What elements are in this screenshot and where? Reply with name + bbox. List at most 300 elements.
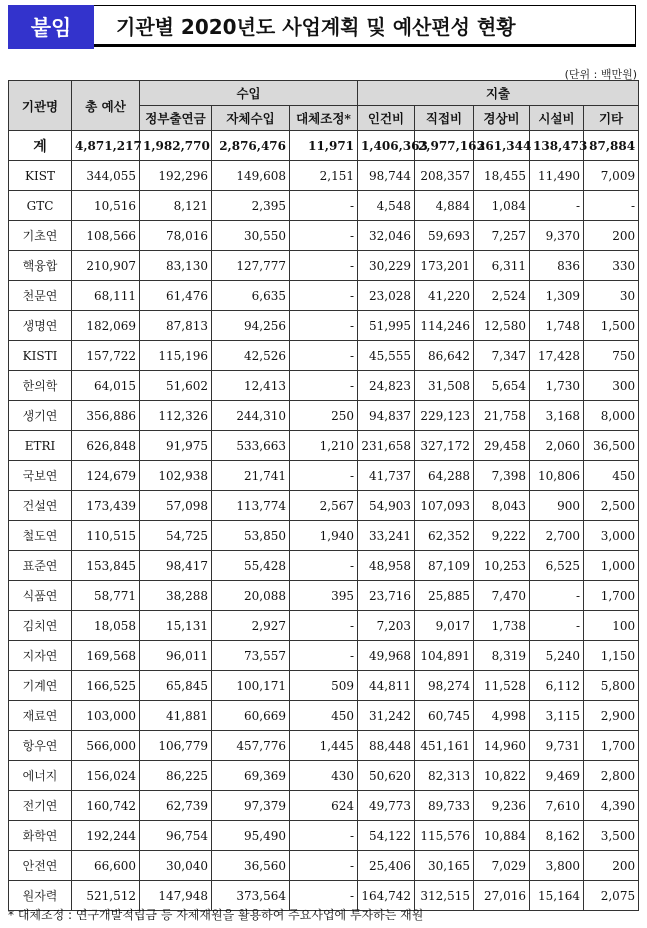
table-cell: 395 <box>290 581 358 611</box>
income-header: 수입 <box>140 81 358 106</box>
table-cell: 2,927 <box>212 611 290 641</box>
table-row <box>9 461 639 491</box>
total-label: 계 <box>9 131 72 161</box>
table-cell: 62,352 <box>415 521 474 551</box>
table-cell: 4,884 <box>415 191 474 221</box>
table-cell: 87,813 <box>140 311 212 341</box>
table-cell: 173,439 <box>72 491 140 521</box>
facility-header: 시설비 <box>530 106 584 131</box>
table-cell: - <box>290 251 358 281</box>
table-cell: 9,731 <box>530 731 584 761</box>
table-cell: 73,557 <box>212 641 290 671</box>
table-cell: 1,730 <box>530 371 584 401</box>
attachment-badge: 붙임 <box>8 5 94 49</box>
org-name: 화학연 <box>9 821 72 851</box>
table-cell: 15,131 <box>140 611 212 641</box>
table-cell: 1,406,363 <box>358 131 415 161</box>
table-cell: 250 <box>290 401 358 431</box>
table-cell: 900 <box>530 491 584 521</box>
table-cell: 86,642 <box>415 341 474 371</box>
table-cell: 42,526 <box>212 341 290 371</box>
table-cell: 23,716 <box>358 581 415 611</box>
table-cell: 30,040 <box>140 851 212 881</box>
table-cell: 624 <box>290 791 358 821</box>
total-budget-header: 총 예산 <box>72 81 140 131</box>
table-cell: 4,871,217 <box>72 131 140 161</box>
table-cell: 509 <box>290 671 358 701</box>
substitute-adjust-header: 대체조정* <box>290 106 358 131</box>
table-cell: 49,968 <box>358 641 415 671</box>
table-cell: 4,548 <box>358 191 415 221</box>
table-cell: 157,722 <box>72 341 140 371</box>
table-cell: 182,069 <box>72 311 140 341</box>
table-cell: 83,130 <box>140 251 212 281</box>
table-cell: 6,311 <box>474 251 530 281</box>
table-cell: 6,525 <box>530 551 584 581</box>
table-cell: 9,370 <box>530 221 584 251</box>
table-cell: - <box>530 611 584 641</box>
table-cell: 200 <box>584 851 639 881</box>
table-cell: 114,246 <box>415 311 474 341</box>
table-cell: 41,737 <box>358 461 415 491</box>
table-cell: 20,088 <box>212 581 290 611</box>
table-cell: 9,236 <box>474 791 530 821</box>
table-cell: 102,938 <box>140 461 212 491</box>
table-cell: 836 <box>530 251 584 281</box>
table-cell: 18,455 <box>474 161 530 191</box>
table-cell: 533,663 <box>212 431 290 461</box>
table-cell: 373,564 <box>212 881 290 911</box>
table-cell: 96,754 <box>140 821 212 851</box>
table-cell: - <box>290 641 358 671</box>
table-cell: 112,326 <box>140 401 212 431</box>
org-name: 전기연 <box>9 791 72 821</box>
table-cell: 1,309 <box>530 281 584 311</box>
table-cell: 300 <box>584 371 639 401</box>
table-cell: 61,476 <box>140 281 212 311</box>
table-row <box>9 401 639 431</box>
table-row <box>9 581 639 611</box>
page-title: 기관별 2020년도 사업계획 및 예산편성 현황 <box>94 5 636 47</box>
org-name: KISTI <box>9 341 72 371</box>
table-cell: 312,515 <box>415 881 474 911</box>
unit-label: (단위 : 백만원) <box>564 68 637 81</box>
table-cell: 10,806 <box>530 461 584 491</box>
table-cell: 7,470 <box>474 581 530 611</box>
table-cell: 210,907 <box>72 251 140 281</box>
table-cell: 3,500 <box>584 821 639 851</box>
org-name: KIST <box>9 161 72 191</box>
table-cell: 48,958 <box>358 551 415 581</box>
table-cell: 14,960 <box>474 731 530 761</box>
table-cell: 113,774 <box>212 491 290 521</box>
table-cell: 36,500 <box>584 431 639 461</box>
table-cell: 94,837 <box>358 401 415 431</box>
table-cell: - <box>290 281 358 311</box>
table-cell: 64,015 <box>72 371 140 401</box>
table-cell: 450 <box>584 461 639 491</box>
table-cell: 30,165 <box>415 851 474 881</box>
table-cell: 244,310 <box>212 401 290 431</box>
table-cell: 104,891 <box>415 641 474 671</box>
table-cell: 96,011 <box>140 641 212 671</box>
table-cell: 23,028 <box>358 281 415 311</box>
org-name: 재료연 <box>9 701 72 731</box>
table-cell: 100,171 <box>212 671 290 701</box>
table-cell: - <box>290 611 358 641</box>
table-cell: 231,658 <box>358 431 415 461</box>
table-cell: 7,029 <box>474 851 530 881</box>
table-cell: 51,602 <box>140 371 212 401</box>
table-cell: 8,319 <box>474 641 530 671</box>
table-cell: 11,528 <box>474 671 530 701</box>
table-cell: - <box>290 341 358 371</box>
table-cell: 2,876,476 <box>212 131 290 161</box>
table-cell: 9,017 <box>415 611 474 641</box>
table-cell: 10,516 <box>72 191 140 221</box>
table-cell: 451,161 <box>415 731 474 761</box>
table-cell: 62,739 <box>140 791 212 821</box>
table-cell: 78,016 <box>140 221 212 251</box>
table-cell: 521,512 <box>72 881 140 911</box>
org-name: 안전연 <box>9 851 72 881</box>
table-cell: 4,998 <box>474 701 530 731</box>
table-cell: 51,995 <box>358 311 415 341</box>
table-cell: 450 <box>290 701 358 731</box>
table-cell: - <box>290 881 358 911</box>
table-cell: 5,240 <box>530 641 584 671</box>
table-row <box>9 191 639 221</box>
org-name: 국보연 <box>9 461 72 491</box>
org-name: 철도연 <box>9 521 72 551</box>
table-cell: 200 <box>584 221 639 251</box>
table-cell: - <box>290 191 358 221</box>
table-cell: 86,225 <box>140 761 212 791</box>
table-cell: 108,566 <box>72 221 140 251</box>
table-cell: 97,379 <box>212 791 290 821</box>
table-cell: 44,811 <box>358 671 415 701</box>
table-cell: 57,098 <box>140 491 212 521</box>
table-cell: - <box>290 311 358 341</box>
table-cell: 1,500 <box>584 311 639 341</box>
direct-cost-header: 직접비 <box>415 106 474 131</box>
table-cell: 9,222 <box>474 521 530 551</box>
table-cell: 3,115 <box>530 701 584 731</box>
table-cell: 55,428 <box>212 551 290 581</box>
table-cell: 11,971 <box>290 131 358 161</box>
table-row <box>9 221 639 251</box>
table-cell: 49,773 <box>358 791 415 821</box>
table-cell: 32,046 <box>358 221 415 251</box>
table-cell: 156,024 <box>72 761 140 791</box>
table-cell: 3,168 <box>530 401 584 431</box>
org-name: 한의학 <box>9 371 72 401</box>
table-cell: 2,075 <box>584 881 639 911</box>
header-row-groups <box>9 81 639 106</box>
table-cell: 7,203 <box>358 611 415 641</box>
table-cell: 2,700 <box>530 521 584 551</box>
table-cell: 430 <box>290 761 358 791</box>
table-cell: 160,742 <box>72 791 140 821</box>
table-cell: 8,121 <box>140 191 212 221</box>
table-row <box>9 791 639 821</box>
table-cell: 36,560 <box>212 851 290 881</box>
table-row <box>9 251 639 281</box>
org-name: 김치연 <box>9 611 72 641</box>
table-cell: 11,490 <box>530 161 584 191</box>
table-cell: 17,428 <box>530 341 584 371</box>
table-cell: 60,745 <box>415 701 474 731</box>
table-cell: 98,744 <box>358 161 415 191</box>
table-cell: 7,257 <box>474 221 530 251</box>
table-row <box>9 521 639 551</box>
table-cell: 1,940 <box>290 521 358 551</box>
org-name: 기초연 <box>9 221 72 251</box>
table-cell: 164,742 <box>358 881 415 911</box>
table-cell: 153,845 <box>72 551 140 581</box>
org-name: 지자연 <box>9 641 72 671</box>
table-cell: 68,111 <box>72 281 140 311</box>
own-income-header: 자체수입 <box>212 106 290 131</box>
table-cell: 95,490 <box>212 821 290 851</box>
table-cell: 98,417 <box>140 551 212 581</box>
table-cell: 115,196 <box>140 341 212 371</box>
table-cell: 59,693 <box>415 221 474 251</box>
table-row <box>9 491 639 521</box>
table-row <box>9 671 639 701</box>
table-cell: 4,390 <box>584 791 639 821</box>
table-cell: 1,700 <box>584 731 639 761</box>
table-cell: 25,406 <box>358 851 415 881</box>
table-cell: 6,112 <box>530 671 584 701</box>
table-cell: 29,458 <box>474 431 530 461</box>
table-cell: 21,741 <box>212 461 290 491</box>
table-row <box>9 281 639 311</box>
table-cell: 89,733 <box>415 791 474 821</box>
table-cell: 31,242 <box>358 701 415 731</box>
table-cell: 31,508 <box>415 371 474 401</box>
table-cell: 10,253 <box>474 551 530 581</box>
org-name: 에너지 <box>9 761 72 791</box>
table-cell: 45,555 <box>358 341 415 371</box>
table-cell: - <box>290 221 358 251</box>
table-cell: 1,700 <box>584 581 639 611</box>
table-cell: 750 <box>584 341 639 371</box>
table-cell: 30,550 <box>212 221 290 251</box>
table-cell: 344,055 <box>72 161 140 191</box>
table-cell: 30,229 <box>358 251 415 281</box>
table-cell: 1,000 <box>584 551 639 581</box>
table-cell: 356,886 <box>72 401 140 431</box>
table-cell: 566,000 <box>72 731 140 761</box>
table-cell: 229,123 <box>415 401 474 431</box>
table-cell: 54,903 <box>358 491 415 521</box>
table-cell: 38,288 <box>140 581 212 611</box>
table-cell: 330 <box>584 251 639 281</box>
table-cell: 2,524 <box>474 281 530 311</box>
table-cell: 1,748 <box>530 311 584 341</box>
org-name: 표준연 <box>9 551 72 581</box>
table-cell: 107,093 <box>415 491 474 521</box>
table-cell: 94,256 <box>212 311 290 341</box>
table-cell: 1,084 <box>474 191 530 221</box>
org-name: GTC <box>9 191 72 221</box>
table-cell: 27,016 <box>474 881 530 911</box>
table-cell: 5,654 <box>474 371 530 401</box>
table-cell: 53,850 <box>212 521 290 551</box>
table-cell: 91,975 <box>140 431 212 461</box>
table-cell: 54,725 <box>140 521 212 551</box>
table-cell: 69,369 <box>212 761 290 791</box>
table-cell: 8,162 <box>530 821 584 851</box>
org-name: 항우연 <box>9 731 72 761</box>
table-cell: 2,395 <box>212 191 290 221</box>
table-cell: 192,296 <box>140 161 212 191</box>
expense-header: 지출 <box>358 81 639 106</box>
table-cell: 8,000 <box>584 401 639 431</box>
table-cell: 457,776 <box>212 731 290 761</box>
table-row <box>9 551 639 581</box>
table-cell: 15,164 <box>530 881 584 911</box>
table-cell: 2,900 <box>584 701 639 731</box>
table-cell: 147,948 <box>140 881 212 911</box>
table-cell: 2,060 <box>530 431 584 461</box>
org-name: 생명연 <box>9 311 72 341</box>
table-cell: - <box>290 821 358 851</box>
table-cell: - <box>290 551 358 581</box>
table-cell: 58,771 <box>72 581 140 611</box>
table-cell: 173,201 <box>415 251 474 281</box>
table-cell: 1,150 <box>584 641 639 671</box>
budget-table <box>8 80 639 911</box>
table-row <box>9 371 639 401</box>
table-row <box>9 611 639 641</box>
table-cell: 54,122 <box>358 821 415 851</box>
table-cell: 2,567 <box>290 491 358 521</box>
table-row <box>9 731 639 761</box>
table-cell: 66,600 <box>72 851 140 881</box>
gov-contribution-header: 정부출연금 <box>140 106 212 131</box>
table-cell: 127,777 <box>212 251 290 281</box>
table-cell: 106,779 <box>140 731 212 761</box>
table-cell: 2,977,163 <box>415 131 474 161</box>
org-header: 기관명 <box>9 81 72 131</box>
table-cell: 60,669 <box>212 701 290 731</box>
table-cell: 12,413 <box>212 371 290 401</box>
table-cell: 100 <box>584 611 639 641</box>
table-cell: 1,445 <box>290 731 358 761</box>
table-cell: 88,448 <box>358 731 415 761</box>
table-cell: 3,800 <box>530 851 584 881</box>
org-name: 기계연 <box>9 671 72 701</box>
table-row <box>9 431 639 461</box>
table-cell: 41,220 <box>415 281 474 311</box>
table-cell: 1,738 <box>474 611 530 641</box>
table-cell: 7,347 <box>474 341 530 371</box>
table-cell: 65,845 <box>140 671 212 701</box>
table-cell: - <box>290 371 358 401</box>
table-cell: 24,823 <box>358 371 415 401</box>
table-cell: 166,525 <box>72 671 140 701</box>
table-cell: 98,274 <box>415 671 474 701</box>
table-cell: 10,822 <box>474 761 530 791</box>
table-cell: 87,109 <box>415 551 474 581</box>
footnote: * 대체조정 : 연구개발적립금 등 자체재원을 활용하여 주요사업에 투자하는 재원 <box>8 908 424 922</box>
table-cell: 12,580 <box>474 311 530 341</box>
table-cell: 21,758 <box>474 401 530 431</box>
page-header <box>8 5 638 49</box>
table-cell: 9,469 <box>530 761 584 791</box>
table-row <box>9 161 639 191</box>
table-row <box>9 341 639 371</box>
org-name: 식품연 <box>9 581 72 611</box>
table-cell: 626,848 <box>72 431 140 461</box>
org-name: 원자력 <box>9 881 72 911</box>
table-cell: 1,210 <box>290 431 358 461</box>
table-cell: 8,043 <box>474 491 530 521</box>
table-row <box>9 701 639 731</box>
table-cell: 138,473 <box>530 131 584 161</box>
table-cell: - <box>290 851 358 881</box>
table-cell: 2,800 <box>584 761 639 791</box>
table-cell: 261,344 <box>474 131 530 161</box>
table-cell: 2,151 <box>290 161 358 191</box>
table-cell: 10,884 <box>474 821 530 851</box>
table-cell: 192,244 <box>72 821 140 851</box>
table-cell: 115,576 <box>415 821 474 851</box>
other-header: 기타 <box>584 106 639 131</box>
table-cell: 327,172 <box>415 431 474 461</box>
table-row <box>9 761 639 791</box>
operating-cost-header: 경상비 <box>474 106 530 131</box>
total-row <box>9 131 639 161</box>
table-cell: 64,288 <box>415 461 474 491</box>
personnel-header: 인건비 <box>358 106 415 131</box>
table-cell: 30 <box>584 281 639 311</box>
table-cell: 208,357 <box>415 161 474 191</box>
table-row <box>9 851 639 881</box>
table-cell: 6,635 <box>212 281 290 311</box>
org-name: ETRI <box>9 431 72 461</box>
table-cell: 18,058 <box>72 611 140 641</box>
table-cell: 149,608 <box>212 161 290 191</box>
table-cell: 124,679 <box>72 461 140 491</box>
table-row <box>9 641 639 671</box>
org-name: 천문연 <box>9 281 72 311</box>
org-name: 생기연 <box>9 401 72 431</box>
table-cell: 50,620 <box>358 761 415 791</box>
table-cell: 87,884 <box>584 131 639 161</box>
table-row <box>9 821 639 851</box>
table-cell: 3,000 <box>584 521 639 551</box>
table-cell: - <box>530 581 584 611</box>
table-cell: 33,241 <box>358 521 415 551</box>
table-cell: 82,313 <box>415 761 474 791</box>
table-cell: - <box>530 191 584 221</box>
table-cell: 2,500 <box>584 491 639 521</box>
org-name: 건설연 <box>9 491 72 521</box>
table-cell: 110,515 <box>72 521 140 551</box>
table-cell: 41,881 <box>140 701 212 731</box>
table-cell: 1,982,770 <box>140 131 212 161</box>
table-cell: 25,885 <box>415 581 474 611</box>
table-cell: - <box>290 461 358 491</box>
table-cell: - <box>584 191 639 221</box>
table-cell: 7,009 <box>584 161 639 191</box>
table-row <box>9 311 639 341</box>
table-cell: 7,610 <box>530 791 584 821</box>
table-cell: 169,568 <box>72 641 140 671</box>
